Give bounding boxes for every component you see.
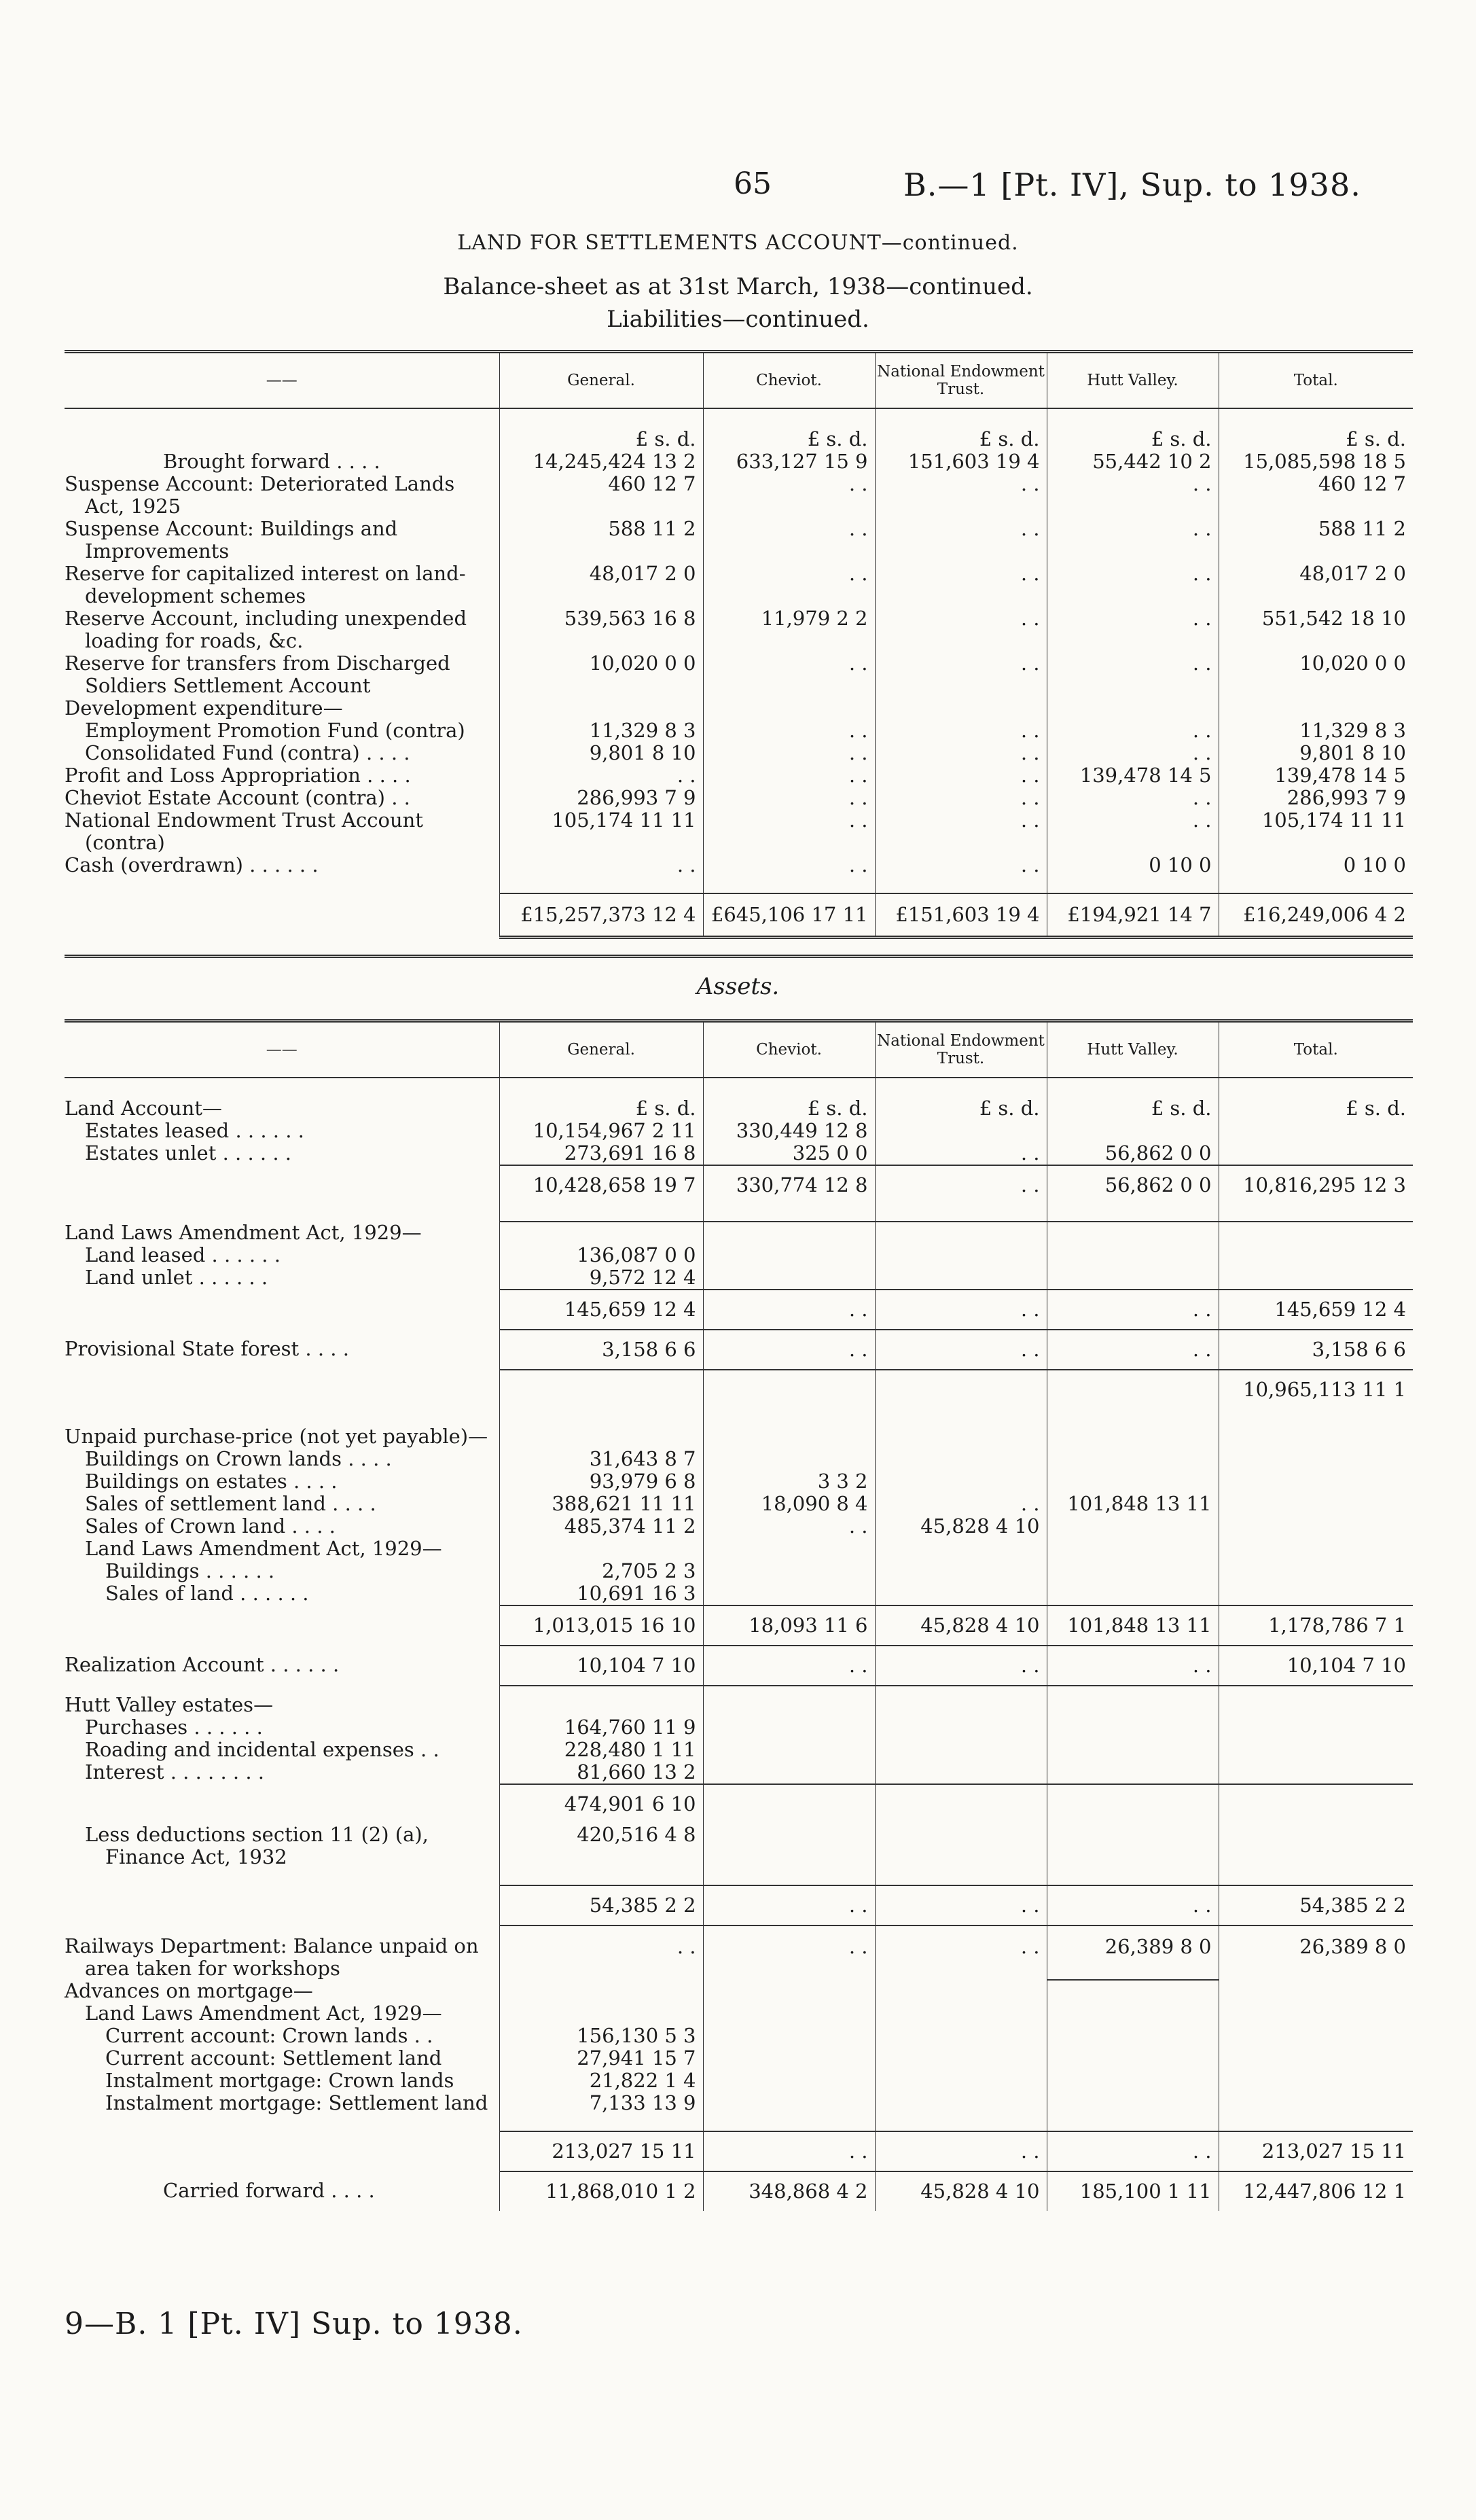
total-cell: 11,329 8 3: [1219, 720, 1413, 742]
row-label: Profit and Loss Appropriation . . . .: [65, 764, 411, 787]
table-row: [65, 742, 1413, 764]
general-cell: 9,572 12 4: [499, 1266, 703, 1290]
national-cell: [875, 1470, 1047, 1493]
cheviot-cell: 633,127 15 9: [703, 450, 875, 473]
national-cell: . .: [875, 854, 1047, 876]
total-cell: 551,542 18 10: [1219, 607, 1413, 652]
total-subtotal: 213,027 15 11: [1219, 2131, 1413, 2171]
hutt-cell: . .: [1047, 518, 1219, 563]
subtotal-row: [65, 1784, 1413, 1824]
cheviot-cell: . .: [703, 1926, 875, 1980]
hutt-cell: . .: [1047, 1646, 1219, 1686]
row-label: Purchases . . . . . .: [85, 1716, 263, 1739]
general-cell: 10,691 16 3: [499, 1582, 703, 1605]
general-cell: 81,660 13 2: [499, 1761, 703, 1784]
national-cell: [875, 1120, 1047, 1142]
grand-total: £16,249,006 4 2: [1219, 893, 1413, 938]
general-cell: 31,643 8 7: [499, 1448, 703, 1470]
national-cell: . .: [875, 764, 1047, 787]
cheviot-cell: . .: [703, 652, 875, 697]
general-subtotal: 1,013,015 16 10: [499, 1605, 703, 1646]
national-cell: . .: [875, 1926, 1047, 1980]
total-cell: 12,447,806 12 1: [1219, 2171, 1413, 2211]
total-cell: 9,801 8 10: [1219, 742, 1413, 764]
general-cell: 164,760 11 9: [499, 1716, 703, 1739]
general-cell: 388,621 11 11: [499, 1493, 703, 1515]
general-subtotal: 145,659 12 4: [499, 1290, 703, 1330]
row-label: Sales of Crown land . . . .: [85, 1514, 336, 1538]
general-cell: 48,017 2 0: [499, 563, 703, 607]
row-label: Sales of land . . . . . .: [105, 1582, 309, 1605]
general-cell: 273,691 16 8: [499, 1142, 703, 1165]
cheviot-cell: . .: [703, 720, 875, 742]
national-subtotal: . .: [875, 1885, 1047, 1926]
national-cell: 151,603 19 4: [875, 450, 1047, 473]
total-cell: 460 12 7: [1219, 473, 1413, 518]
general-cell: 2,705 2 3: [499, 1560, 703, 1582]
general-cell: 3,158 6 6: [499, 1330, 703, 1370]
table-row: [65, 1244, 1413, 1266]
row-label: Development expenditure—: [65, 696, 343, 720]
row-label: Interest . . . . . . . .: [85, 1760, 265, 1783]
assets-header-row: [65, 1021, 1413, 1078]
col-head-dash: ——: [266, 1041, 298, 1059]
unit-label: £ s. d.: [875, 1078, 1047, 1120]
national-cell: . .: [875, 1142, 1047, 1165]
col-head-general: General.: [499, 1021, 703, 1078]
table-row: [65, 1078, 1413, 1120]
general-cell: 228,480 1 11: [499, 1739, 703, 1761]
row-label: Railways Department: Balance unpaid on area taken for workshops: [65, 1934, 479, 1980]
table-row: [65, 1470, 1413, 1493]
balance-sheet-title: Balance-sheet as at 31st March, 1938—continued.: [443, 273, 1033, 300]
national-cell: [875, 1448, 1047, 1470]
row-label: Employment Promotion Fund (contra): [85, 719, 465, 742]
row-label: Buildings on estates . . . .: [85, 1470, 338, 1493]
unit-label: £ s. d.: [499, 1078, 703, 1120]
national-cell: . .: [875, 742, 1047, 764]
cheviot-cell: . .: [703, 764, 875, 787]
row-label: Instalment mortgage: Crown lands: [105, 2069, 454, 2092]
row-label: Land Laws Amendment Act, 1929—: [85, 2002, 442, 2025]
hutt-cell: [1047, 1120, 1219, 1142]
carried-forward-row: [65, 2171, 1413, 2211]
assets-table: [65, 1019, 1413, 2211]
row-label: Land Account—: [65, 1097, 222, 1120]
row-label: Unpaid purchase-price (not yet payable)—: [65, 1425, 488, 1448]
hutt-cell: 55,442 10 2: [1047, 450, 1219, 473]
table-row: [65, 2002, 1413, 2025]
hutt-cell: . .: [1047, 1330, 1219, 1370]
row-label: Current account: Crown lands . .: [105, 2024, 433, 2047]
national-cell: 45,828 4 10: [875, 1515, 1047, 1538]
total-cell: 105,174 11 11: [1219, 809, 1413, 854]
table-row: [65, 1120, 1413, 1142]
liabilities-heading: Liabilities—continued.: [607, 306, 869, 333]
hutt-cell: . .: [1047, 742, 1219, 764]
national-cell: . .: [875, 809, 1047, 854]
hutt-cell: 185,100 1 11: [1047, 2171, 1219, 2211]
table-row: [65, 563, 1413, 607]
row-label: Land unlet . . . . . .: [85, 1266, 268, 1289]
account-title: LAND FOR SETTLEMENTS ACCOUNT—continued.: [457, 231, 1019, 255]
hutt-subtotal: 56,862 0 0: [1047, 1165, 1219, 1205]
cheviot-cell: . .: [703, 1330, 875, 1370]
table-row: [65, 450, 1413, 473]
row-label: Estates leased . . . . . .: [85, 1119, 304, 1142]
unit-label: £ s. d.: [703, 408, 875, 450]
general-cell: 10,104 7 10: [499, 1646, 703, 1686]
cheviot-subtotal: 330,774 12 8: [703, 1165, 875, 1205]
general-cell: 10,154,967 2 11: [499, 1120, 703, 1142]
general-subtotal: 213,027 15 11: [499, 2131, 703, 2171]
table-row: [65, 1493, 1413, 1515]
table-row: [65, 1538, 1413, 1560]
liabilities-header-row: [65, 352, 1413, 409]
unit-label: £ s. d.: [703, 1078, 875, 1120]
row-label: Current account: Settlement land: [105, 2046, 442, 2070]
subtotal-row: [65, 1885, 1413, 1926]
col-head-total: Total.: [1219, 352, 1413, 409]
cheviot-cell: 3 3 2: [703, 1470, 875, 1493]
hutt-cell: . .: [1047, 787, 1219, 809]
row-label: Roading and incidental expenses . .: [85, 1738, 439, 1761]
cheviot-subtotal: . .: [703, 1885, 875, 1926]
page-footer: 9—B. 1 [Pt. IV] Sup. to 1938.: [65, 2307, 523, 2341]
general-subtotal: 10,428,658 19 7: [499, 1165, 703, 1205]
national-cell: . .: [875, 787, 1047, 809]
table-row: [65, 1646, 1413, 1686]
row-label: Reserve for transfers from Discharged Soldiers Settlement Account: [65, 652, 450, 697]
subtotal-row: [65, 1605, 1413, 1646]
hutt-cell: . .: [1047, 809, 1219, 854]
subtotal-row: [65, 1290, 1413, 1330]
table-row: [65, 1222, 1413, 1244]
hutt-cell: 56,862 0 0: [1047, 1142, 1219, 1165]
general-cell: 105,174 11 11: [499, 809, 703, 854]
table-row: [65, 1686, 1413, 1716]
general-cell: 588 11 2: [499, 518, 703, 563]
table-row: [65, 1761, 1413, 1784]
cheviot-cell: 325 0 0: [703, 1142, 875, 1165]
total-cell: 3,158 6 6: [1219, 1330, 1413, 1370]
page-number: 65: [734, 166, 772, 201]
total-cell: 0 10 0: [1219, 854, 1413, 876]
total-cell: 588 11 2: [1219, 518, 1413, 563]
row-label: Estates unlet . . . . . .: [85, 1141, 291, 1165]
total-cell: [1219, 1142, 1413, 1165]
total-cell: 10,104 7 10: [1219, 1646, 1413, 1686]
section-divider: [65, 955, 1413, 958]
unit-label: £ s. d.: [499, 408, 703, 450]
table-row: [65, 652, 1413, 697]
hutt-subtotal: . .: [1047, 1885, 1219, 1926]
hutt-cell: . .: [1047, 720, 1219, 742]
hutt-cell: [1047, 1515, 1219, 1538]
row-label: Reserve for capitalized interest on land-development schemes: [65, 562, 466, 607]
hutt-subtotal: 101,848 13 11: [1047, 1605, 1219, 1646]
total-subtotal: 54,385 2 2: [1219, 1885, 1413, 1926]
general-cell: . .: [499, 764, 703, 787]
cheviot-cell: . .: [703, 854, 875, 876]
national-subtotal: . .: [875, 2131, 1047, 2171]
general-cell: 539,563 16 8: [499, 607, 703, 652]
assets-heading: Assets.: [696, 973, 780, 1000]
cheviot-subtotal: . .: [703, 1290, 875, 1330]
row-label: Carried forward . . . .: [163, 2179, 375, 2202]
unit-label: £ s. d.: [1047, 1078, 1219, 1120]
row-label: Land Laws Amendment Act, 1929—: [65, 1221, 422, 1244]
national-subtotal: 45,828 4 10: [875, 1605, 1047, 1646]
subtotal-row: [65, 1165, 1413, 1205]
hutt-subtotal: . .: [1047, 2131, 1219, 2171]
total-cell: 15,085,598 18 5: [1219, 450, 1413, 473]
general-cell: 9,801 8 10: [499, 742, 703, 764]
national-cell: 45,828 4 10: [875, 2171, 1047, 2211]
table-row: [65, 1560, 1413, 1582]
row-label: Hutt Valley estates—: [65, 1693, 274, 1716]
row-label: Less deductions section 11 (2) (a), Finance Act, 1932: [85, 1823, 429, 1868]
table-row: [65, 1739, 1413, 1761]
row-label: Buildings . . . . . .: [105, 1559, 275, 1582]
table-row: [65, 1824, 1413, 1868]
hutt-subtotal: . .: [1047, 1290, 1219, 1330]
cheviot-cell: . .: [703, 742, 875, 764]
hutt-cell: [1047, 1470, 1219, 1493]
col-head-cheviot: Cheviot.: [703, 352, 875, 409]
table-row: [65, 607, 1413, 652]
row-label: Brought forward . . . .: [163, 450, 380, 473]
table-row: [65, 720, 1413, 742]
hutt-cell: . .: [1047, 563, 1219, 607]
subtotal-row: [65, 2131, 1413, 2171]
cheviot-cell: . .: [703, 787, 875, 809]
table-row: [65, 787, 1413, 809]
row-label: Realization Account . . . . . .: [65, 1653, 340, 1676]
general-subtotal: 54,385 2 2: [499, 1885, 703, 1926]
units-row: [65, 408, 1413, 450]
general-cell: 93,979 6 8: [499, 1470, 703, 1493]
row-label: National Endowment Trust Account (contra): [65, 809, 423, 854]
row-label: Consolidated Fund (contra) . . . .: [85, 741, 410, 764]
national-subtotal: . .: [875, 1165, 1047, 1205]
cheviot-cell: 330,449 12 8: [703, 1120, 875, 1142]
unit-label: £ s. d.: [1047, 408, 1219, 450]
hutt-cell: 139,478 14 5: [1047, 764, 1219, 787]
liabilities-table: [65, 350, 1413, 939]
cheviot-cell: 18,090 8 4: [703, 1493, 875, 1515]
row-label: Provisional State forest . . . .: [65, 1337, 349, 1360]
table-row: [65, 1980, 1413, 2002]
row-label: Buildings on Crown lands . . . .: [85, 1447, 392, 1470]
general-cell: . .: [499, 854, 703, 876]
national-cell: . .: [875, 652, 1047, 697]
total-cell: 10,020 0 0: [1219, 652, 1413, 697]
row-label: Suspense Account: Deteriorated Lands Act, 1925: [65, 472, 455, 518]
row-label: Advances on mortgage—: [65, 1979, 313, 2002]
table-row: [65, 1448, 1413, 1470]
col-head-national: National Endowment Trust.: [875, 1021, 1047, 1078]
table-row: [65, 2092, 1413, 2114]
row-label: Land Laws Amendment Act, 1929—: [85, 1537, 442, 1560]
cheviot-subtotal: . .: [703, 2131, 875, 2171]
general-cell: 14,245,424 13 2: [499, 450, 703, 473]
col-head-cheviot: Cheviot.: [703, 1021, 875, 1078]
national-cell: . .: [875, 518, 1047, 563]
total-cell: 48,017 2 0: [1219, 563, 1413, 607]
table-row: [65, 697, 1413, 720]
unit-label: £ s. d.: [1219, 408, 1413, 450]
total-subtotal: 1,178,786 7 1: [1219, 1605, 1413, 1646]
land-total: 10,965,113 11 1: [1219, 1370, 1413, 1409]
table-row: [65, 1425, 1413, 1448]
table-row: [65, 473, 1413, 518]
general-cell: 21,822 1 4: [499, 2070, 703, 2092]
hutt-cell: 101,848 13 11: [1047, 1493, 1219, 1515]
cheviot-cell: . .: [703, 473, 875, 518]
general-cell: 27,941 15 7: [499, 2047, 703, 2070]
row-label: Reserve Account, including unexpended loading for roads, &c.: [65, 607, 467, 652]
cheviot-cell: . .: [703, 1646, 875, 1686]
hutt-cell: [1047, 1448, 1219, 1470]
general-cell: . .: [499, 1926, 703, 1980]
total-subtotal: 145,659 12 4: [1219, 1290, 1413, 1330]
col-head-dash: ——: [266, 372, 298, 389]
general-cell: 156,130 5 3: [499, 2025, 703, 2047]
unit-label: £ s. d.: [1219, 1078, 1413, 1120]
hutt-cell: 26,389 8 0: [1047, 1926, 1219, 1980]
total-subtotal: 10,816,295 12 3: [1219, 1165, 1413, 1205]
col-head-hutt: Hutt Valley.: [1047, 1021, 1219, 1078]
table-row: [65, 809, 1413, 854]
hutt-total: £194,921 14 7: [1047, 893, 1219, 938]
subtotal-row: [65, 1370, 1413, 1409]
hutt-cell: . .: [1047, 652, 1219, 697]
liabilities-total-row: [65, 893, 1413, 938]
cheviot-cell: . .: [703, 1515, 875, 1538]
table-row: [65, 2070, 1413, 2092]
general-total: £15,257,373 12 4: [499, 893, 703, 938]
general-cell: 420,516 4 8: [499, 1824, 703, 1868]
hutt-cell: 0 10 0: [1047, 854, 1219, 876]
table-row: [65, 1142, 1413, 1165]
general-cell: 485,374 11 2: [499, 1515, 703, 1538]
table-row: [65, 1515, 1413, 1538]
col-head-general: General.: [499, 352, 703, 409]
row-label: Instalment mortgage: Settlement land: [105, 2091, 488, 2114]
general-cell: 136,087 0 0: [499, 1244, 703, 1266]
cheviot-cell: . .: [703, 518, 875, 563]
total-cell: [1219, 1120, 1413, 1142]
row-label: Cash (overdrawn) . . . . . .: [65, 853, 319, 876]
table-row: [65, 1266, 1413, 1290]
general-cell: 460 12 7: [499, 473, 703, 518]
national-cell: . .: [875, 607, 1047, 652]
national-subtotal: . .: [875, 1290, 1047, 1330]
row-label: Suspense Account: Buildings and Improvements: [65, 517, 398, 563]
hutt-estates-sum: 474,901 6 10: [499, 1784, 703, 1824]
national-cell: . .: [875, 1493, 1047, 1515]
table-row: [65, 1926, 1413, 1980]
table-row: [65, 2047, 1413, 2070]
general-cell: 10,020 0 0: [499, 652, 703, 697]
col-head-national: National Endowment Trust.: [875, 352, 1047, 409]
general-cell: 11,868,010 1 2: [499, 2171, 703, 2211]
hutt-cell: . .: [1047, 607, 1219, 652]
national-cell: . .: [875, 720, 1047, 742]
cheviot-total: £645,106 17 11: [703, 893, 875, 938]
table-row: [65, 1330, 1413, 1370]
national-cell: . .: [875, 1330, 1047, 1370]
row-label: Cheviot Estate Account (contra) . .: [65, 786, 410, 809]
table-row: [65, 1582, 1413, 1605]
table-row: [65, 518, 1413, 563]
cheviot-cell: . .: [703, 563, 875, 607]
national-cell: . .: [875, 473, 1047, 518]
national-cell: . .: [875, 563, 1047, 607]
row-label: Sales of settlement land . . . .: [85, 1492, 376, 1515]
unit-label: £ s. d.: [875, 408, 1047, 450]
col-head-total: Total.: [1219, 1021, 1413, 1078]
running-head: B.—1 [Pt. IV], Sup. to 1938.: [903, 166, 1361, 203]
table-row: [65, 2025, 1413, 2047]
cheviot-cell: 11,979 2 2: [703, 607, 875, 652]
table-row: [65, 764, 1413, 787]
table-row: [65, 854, 1413, 876]
row-label: Land leased . . . . . .: [85, 1243, 281, 1266]
total-cell: 286,993 7 9: [1219, 787, 1413, 809]
total-cell: 139,478 14 5: [1219, 764, 1413, 787]
general-cell: 7,133 13 9: [499, 2092, 703, 2114]
national-cell: . .: [875, 1646, 1047, 1686]
cheviot-cell: 348,868 4 2: [703, 2171, 875, 2211]
cheviot-subtotal: 18,093 11 6: [703, 1605, 875, 1646]
cheviot-cell: . .: [703, 809, 875, 854]
cheviot-cell: [703, 1448, 875, 1470]
national-total: £151,603 19 4: [875, 893, 1047, 938]
general-cell: 286,993 7 9: [499, 787, 703, 809]
table-row: [65, 1716, 1413, 1739]
col-head-hutt: Hutt Valley.: [1047, 352, 1219, 409]
hutt-cell: . .: [1047, 473, 1219, 518]
total-cell: 26,389 8 0: [1219, 1926, 1413, 1980]
general-cell: 11,329 8 3: [499, 720, 703, 742]
